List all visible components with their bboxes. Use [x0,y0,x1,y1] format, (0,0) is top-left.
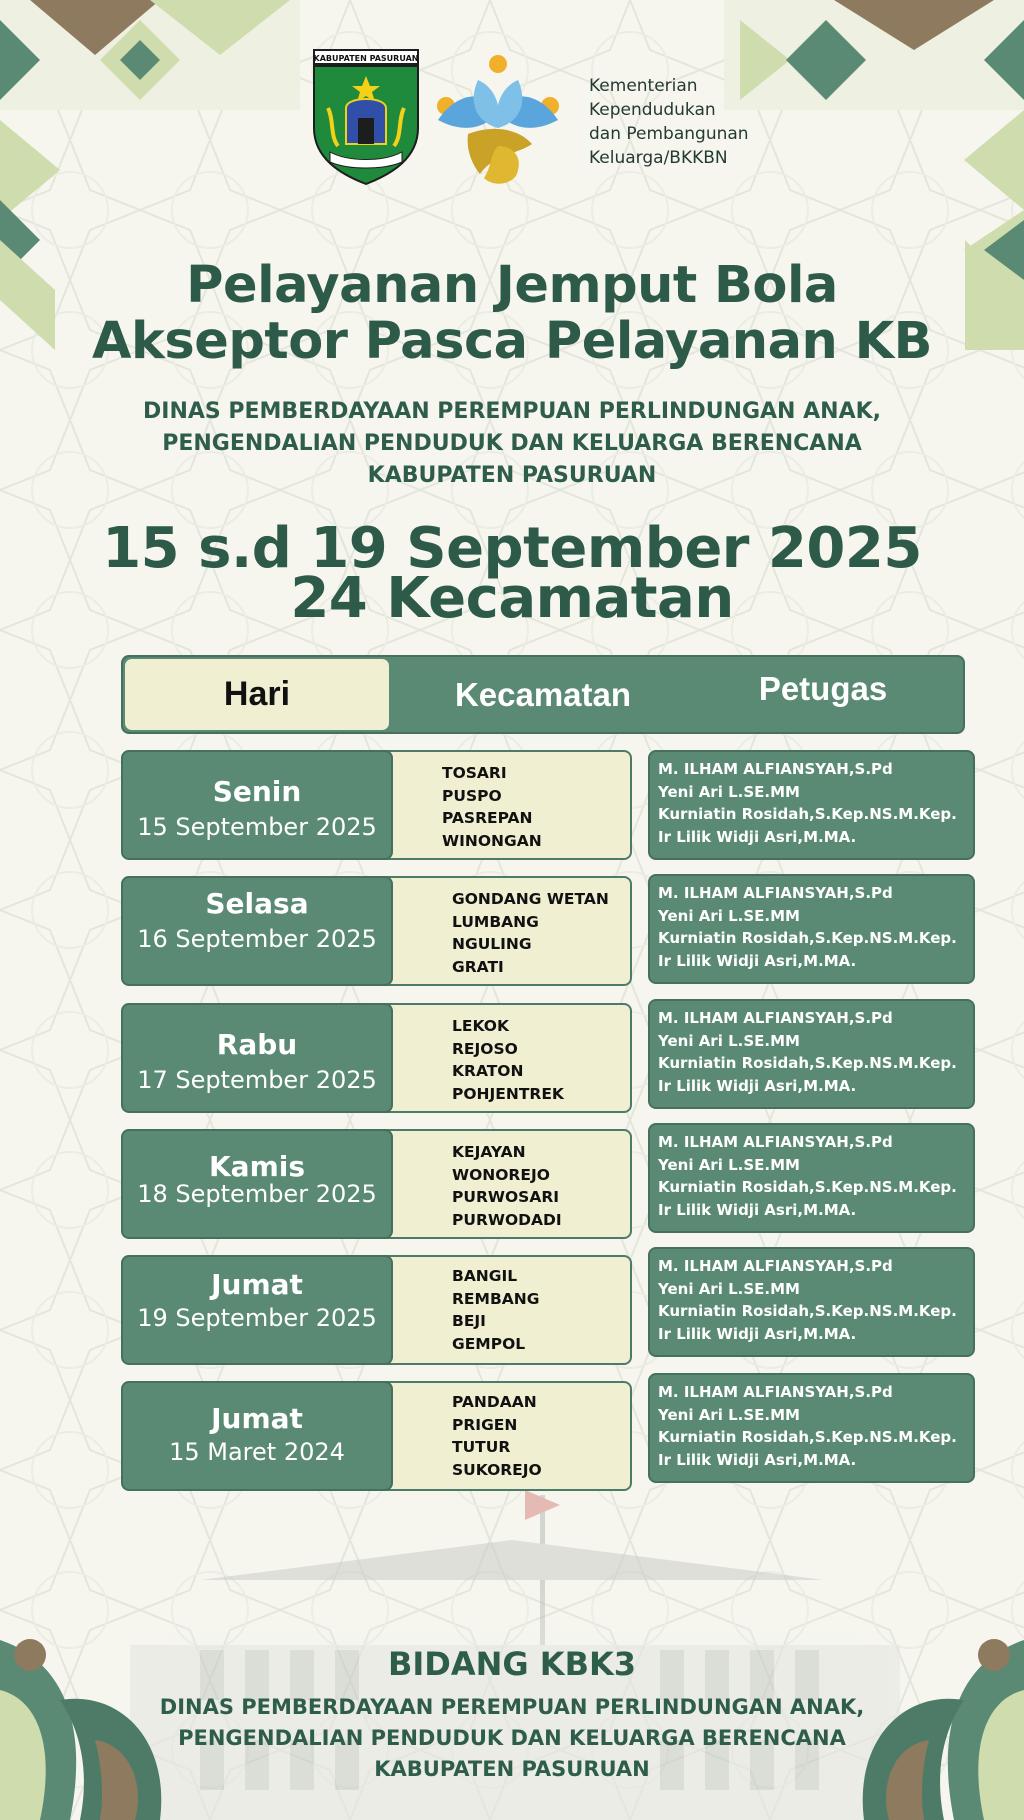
district-item: REJOSO [452,1039,518,1058]
header-day: Hari [125,659,389,730]
agency-line-2: PENGENDALIAN PENDUDUK DAN KELUARGA BERENCANA [162,431,862,456]
district-item: TOSARI [442,764,507,782]
day-name: Kamis [208,1150,306,1183]
ministry-line-1: Kementerian [589,76,698,96]
district-item: SUKOREJO [452,1460,542,1479]
district-cell [370,1381,632,1491]
day-date: 16 September 2025 [137,925,377,953]
district-list [452,1015,564,1105]
officer-cell [648,1247,975,1357]
pasuruan-regency-emblem [308,48,424,186]
main-title-line-1: Pelayanan Jemput Bola [186,256,838,315]
officer-item: Yeni Ari L.SE.MM [658,1279,800,1298]
district-item: GEMPOL [452,1334,526,1353]
day-date: 15 Maret 2024 [169,1438,345,1466]
district-cell [370,876,632,986]
agency-line-3: KABUPATEN PASURUAN [367,463,657,488]
officer-item: Kurniatin Rosidah,S.Kep.NS.M.Kep. [658,1302,957,1320]
officer-item: Yeni Ari L.SE.MM [658,906,800,925]
day-name: Rabu [216,1028,298,1061]
footer-division: BIDANG KBK3 [387,1645,637,1683]
district-item: PASREPAN [442,809,533,827]
schedule-row [0,876,1024,988]
district-item: PUSPO [442,786,502,805]
footer-agency-line-3: KABUPATEN PASURUAN [374,1757,650,1781]
officer-item: Ir Lilik Widji Asri,M.MA. [658,1200,857,1219]
header-officer: Petugas [758,669,888,707]
day-cell [121,750,393,860]
schedule-table-header [121,655,965,734]
officer-item: Kurniatin Rosidah,S.Kep.NS.M.Kep. [658,1054,957,1072]
district-item: KEJAYAN [452,1143,526,1161]
day-date: 19 September 2025 [137,1304,377,1332]
district-item: GRATI [452,957,504,976]
officer-item: M. ILHAM ALFIANSYAH,S.Pd [658,1009,893,1027]
ministry-line-3: dan Pembangunan [589,124,749,144]
district-item: PURWOSARI [452,1188,560,1206]
footer-agency-line-1: DINAS PEMBERDAYAAN PEREMPUAN PERLINDUNGAN ANAK, [159,1695,865,1719]
ministry-line-4: Keluarga/BKKBN [589,148,728,168]
district-item: KRATON [452,1062,524,1080]
agency-line-1: DINAS PEMBERDAYAAN PEREMPUAN PERLINDUNGAN ANAK, [143,399,881,424]
day-cell [121,1255,393,1365]
district-item: PURWODADI [452,1210,562,1229]
schedule-row [0,1381,1024,1493]
day-date: 17 September 2025 [137,1066,377,1094]
officer-item: Ir Lilik Widji Asri,M.MA. [658,1076,857,1095]
officer-item: M. ILHAM ALFIANSYAH,S.Pd [658,760,893,778]
day-cell [121,1129,393,1239]
day-cell [121,876,393,986]
officer-list [658,882,957,972]
officer-list [658,1255,957,1345]
officer-item: Kurniatin Rosidah,S.Kep.NS.M.Kep. [658,929,957,947]
officer-list [658,758,957,848]
district-list [452,1391,542,1481]
main-title-line-2: Akseptor Pasca Pelayanan KB [92,312,932,371]
district-list [452,888,609,978]
officer-list [658,1007,957,1097]
footer-agency-line-2: PENGENDALIAN PENDUDUK DAN KELUARGA BERENCANA [178,1726,846,1750]
day-date: 15 September 2025 [137,813,377,841]
officer-item: M. ILHAM ALFIANSYAH,S.Pd [658,1383,893,1401]
officer-item: M. ILHAM ALFIANSYAH,S.Pd [658,1133,893,1151]
schedule-row [0,1255,1024,1367]
district-cell [370,1255,632,1365]
officer-item: Kurniatin Rosidah,S.Kep.NS.M.Kep. [658,1178,957,1196]
district-item: TUTUR [452,1438,511,1456]
ministry-line-2: Kependudukan [589,100,716,120]
officer-item: M. ILHAM ALFIANSYAH,S.Pd [658,1257,893,1275]
schedule-row [0,750,1024,862]
officer-item: Yeni Ari L.SE.MM [658,1155,800,1174]
district-list [452,1265,539,1355]
officer-cell [648,1373,975,1483]
district-item: BANGIL [452,1267,518,1285]
district-item: LUMBANG [452,912,539,931]
day-name: Jumat [211,1402,303,1435]
officer-cell [648,999,975,1109]
officer-item: M. ILHAM ALFIANSYAH,S.Pd [658,884,893,902]
officer-item: Ir Lilik Widji Asri,M.MA. [658,827,857,846]
district-item: REMBANG [452,1289,540,1308]
district-item: NGULING [452,935,532,953]
officer-cell [648,1123,975,1233]
district-list [452,1141,562,1231]
officer-item: Kurniatin Rosidah,S.Kep.NS.M.Kep. [658,1428,957,1446]
day-cell [121,1003,393,1113]
district-item: PANDAAN [452,1393,537,1411]
day-name: Senin [212,775,302,808]
district-item: GONDANG WETAN [452,890,609,908]
footer-agency [0,1692,1024,1785]
district-item: WONOREJO [452,1165,550,1184]
main-title [0,258,1024,370]
officer-cell [648,750,975,860]
day-cell [121,1381,393,1491]
officer-item: Ir Lilik Widji Asri,M.MA. [658,1450,857,1469]
agency-name [0,396,1024,492]
district-cell [370,1003,632,1113]
district-cell [370,1129,632,1239]
officer-item: Yeni Ari L.SE.MM [658,782,800,801]
officer-item: Ir Lilik Widji Asri,M.MA. [658,951,857,970]
officer-cell [648,874,975,984]
district-item: WINONGAN [442,831,542,850]
day-name: Selasa [205,887,309,920]
period-dates: 15 s.d 19 September 2025 [102,516,922,581]
schedule-row [0,1003,1024,1115]
district-list [442,762,542,852]
period-districts: 24 Kecamatan [290,566,734,631]
district-cell [370,750,632,860]
officer-item: Kurniatin Rosidah,S.Kep.NS.M.Kep. [658,805,957,823]
day-name: Jumat [211,1268,303,1301]
officer-list [658,1131,957,1221]
ministry-name [589,74,799,170]
district-item: PRIGEN [452,1415,518,1434]
district-item: BEJI [452,1312,486,1330]
day-date: 18 September 2025 [137,1180,377,1208]
officer-list [658,1381,957,1471]
bkkbn-logo [428,50,568,190]
district-item: LEKOK [452,1017,509,1035]
header-district: Kecamatan [454,675,632,713]
district-item: POHJENTREK [452,1084,564,1103]
officer-item: Ir Lilik Widji Asri,M.MA. [658,1324,857,1343]
officer-item: Yeni Ari L.SE.MM [658,1405,800,1424]
schedule-row [0,1129,1024,1241]
period-heading [0,516,1024,631]
svg-text:KABUPATEN PASURUAN: KABUPATEN PASURUAN [313,54,419,63]
officer-item: Yeni Ari L.SE.MM [658,1031,800,1050]
